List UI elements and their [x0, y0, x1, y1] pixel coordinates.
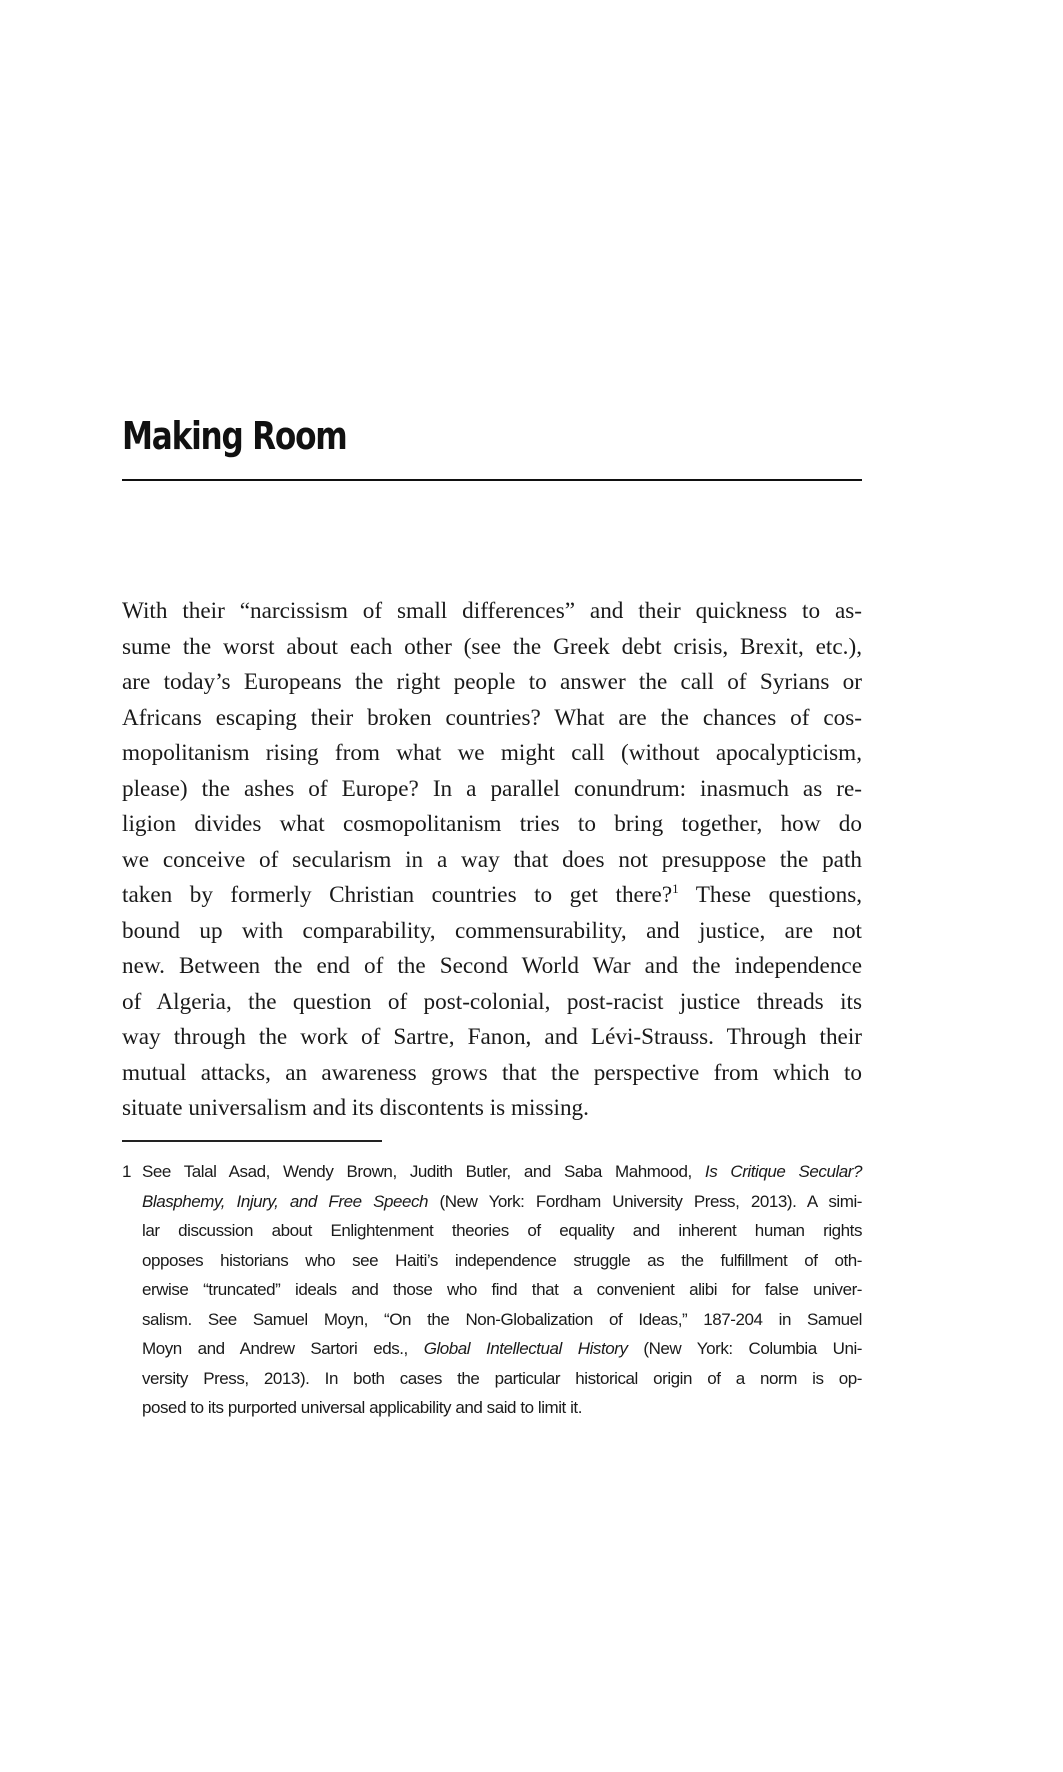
footnote-number: 1 [122, 1162, 132, 1181]
body-line-text: taken by formerly Christian countries to get there? [122, 882, 673, 908]
body-line: situate universalism and its discontents is missing. [122, 1095, 589, 1121]
footnote-italic-title: Is Critique Secular? [704, 1162, 863, 1181]
body-line: ligion divides what cosmopolitanism tries to bring together, how do [122, 811, 862, 837]
body-line: please) the ashes of Europe? In a parallel conundrum: inasmuch as re- [122, 775, 862, 802]
body-line: new. Between the end of the Second World War and the independence [122, 953, 862, 979]
body-line: of Algeria, the question of post-colonial, post-racist justice threads its [122, 988, 862, 1015]
body-line: mutual attacks, an awareness grows that the perspective from which to [122, 1059, 862, 1086]
footnote-line [142, 1275, 862, 1305]
body-line: we conceive of secularism in a way that does not presuppose the path [122, 846, 862, 873]
body-paragraph [122, 594, 862, 1127]
footnote-text: Moyn and Andrew Sartori eds., [142, 1339, 424, 1358]
body-line: are today’s Europeans the right people to answer the call of Syrians or [122, 669, 862, 695]
footnote-line [142, 1187, 862, 1217]
footnote-text: versity Press, 2013). In both cases the particular historical origin of a norm is op- [142, 1368, 862, 1388]
body-line: Africans escaping their broken countries? What are the chances of cos- [122, 704, 862, 731]
footnote-text: erwise “truncated” ideals and those who find that a convenient alibi for false univer- [142, 1280, 862, 1299]
body-line: sume the worst about each other (see the Greek debt crisis, Brexit, etc.), [122, 633, 862, 660]
title-rule-divider [122, 479, 862, 481]
footnote-body [142, 1157, 862, 1423]
body-line [122, 878, 862, 914]
body-line: way through the work of Sartre, Fanon, and Lévi-Strauss. Through their [122, 1024, 862, 1050]
body-line: With their “narcissism of small differences” and their quickness to as- [122, 598, 862, 624]
body-line: bound up with comparability, commensurability, and justice, are not [122, 917, 862, 944]
body-line: mopolitanism rising from what we might call (without apocalypticism, [122, 740, 862, 766]
footnote-line [142, 1393, 862, 1423]
footnote-reference[interactable]: 1 [672, 881, 679, 896]
footnote-text: posed to its purported universal applicability and said to limit it. [142, 1398, 582, 1417]
footnote-italic-title: Blasphemy, Injury, and Free Speech [142, 1191, 429, 1211]
footnote-line [142, 1157, 862, 1187]
footnote-italic-title: Global Intellectual History [423, 1339, 628, 1358]
footnote-separator [122, 1140, 382, 1142]
footnote-text: (New York: Fordham University Press, 2013). A simi- [428, 1191, 862, 1211]
footnote-text: See Talal Asad, Wendy Brown, Judith Butler, and Saba Mahmood, [142, 1162, 705, 1181]
footnote-text: opposes historians who see Haiti’s independence struggle as the fulfillment of oth- [142, 1250, 862, 1270]
chapter-title: Making Room [122, 414, 347, 458]
footnote-line [142, 1216, 862, 1246]
footnote-line [142, 1305, 862, 1335]
footnote-line [142, 1246, 862, 1276]
footnote-text: salism. See Samuel Moyn, “On the Non-Globalization of Ideas,” 187-204 in Samuel [142, 1309, 862, 1329]
footnote-line [142, 1364, 862, 1394]
footnote-text: (New York: Columbia Uni- [627, 1339, 862, 1358]
footnote-line [142, 1334, 862, 1364]
body-line-text: These questions, [678, 882, 863, 908]
footnote [122, 1157, 862, 1423]
footnote-text: lar discussion about Enlightenment theories of equality and inherent human rights [142, 1221, 862, 1240]
